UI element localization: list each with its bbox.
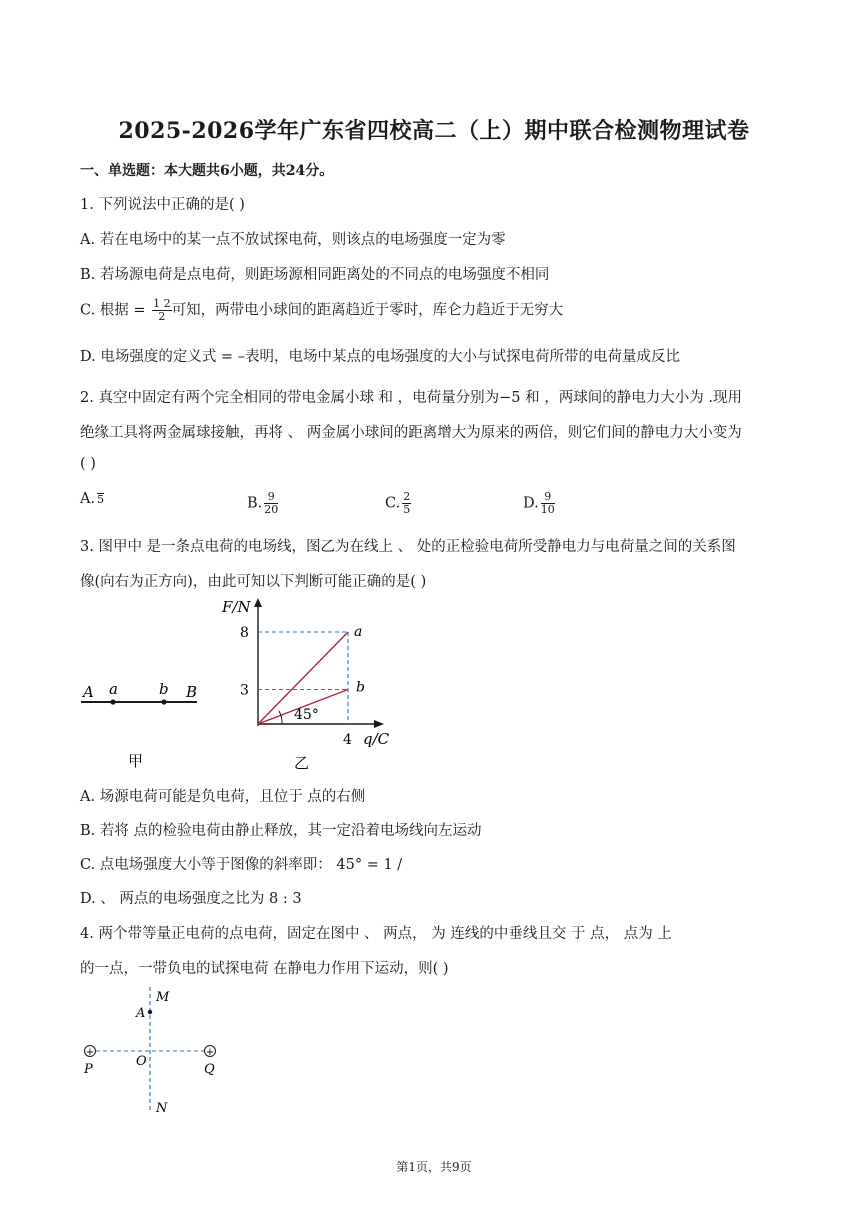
x-axis-label: q/C (363, 730, 390, 748)
x-tick-label-4: 4 (343, 732, 352, 748)
label-P: P (84, 1062, 93, 1077)
label-O: O (136, 1054, 147, 1069)
fraction-numerator: 2 (403, 490, 411, 503)
q3-option-d: D. 、 两点的电场强度之比为 8 : 3 (80, 891, 302, 907)
q2-option-b-fraction (264, 491, 278, 516)
q3-option-b: B. 若将 点的检验电荷由静止释放，其一定沿着电场线向左运动 (80, 823, 482, 839)
q2-option-a-fraction (97, 493, 104, 506)
q3-figure-yi (222, 592, 402, 774)
q2-option-c (385, 491, 411, 516)
charge-P-sign: + (85, 1047, 95, 1058)
fraction-denominator: 2 (158, 310, 166, 323)
fraction-denominator: 5 (403, 503, 411, 516)
q3-figure-jia (76, 672, 206, 772)
page-title: 2025-2026学年广东省四校高二（上）期中联合检测物理试卷 (118, 118, 750, 144)
option-label: A. (80, 491, 96, 507)
q1-option-c (80, 298, 563, 323)
label-B: B (186, 683, 198, 701)
q4-figure (78, 985, 238, 1120)
q2-option-d (523, 491, 555, 516)
series-a-label: a (354, 624, 363, 640)
fraction-denominator: 20 (264, 503, 279, 516)
fraction-denominator: 10 (540, 503, 555, 516)
q2-option-a (80, 491, 104, 507)
y-axis-label: F/N (222, 598, 251, 616)
q1-option-c-post: 可知，两带电小球间的距离趋近于零时，库仑力趋近于无穷大 (171, 302, 564, 319)
option-label: B. (247, 495, 263, 512)
page-footer: 第1页，共9页 (396, 1160, 472, 1174)
q1-option-a: A. 若在电场中的某一点不放试探电荷，则该点的电场强度一定为零 (80, 232, 506, 248)
q2-stem-line2: 绝缘工具将两金属球接触，再将 、 两金属小球间的距离增大为原来的两倍，则它们间的静电力大小变为 (80, 425, 742, 441)
y-tick-label-8: 8 (240, 625, 249, 641)
label-Q: Q (204, 1062, 215, 1077)
q3-stem-line2: 像(向右为正方向)，由此可知以下判断可能正确的是( ) (80, 574, 427, 590)
x-axis-arrow (374, 720, 384, 728)
y-tick-label-3: 3 (240, 682, 249, 699)
fraction-numerator: 9 (541, 491, 555, 504)
label-b: b (159, 680, 169, 698)
label-N: N (156, 1101, 168, 1116)
caption-yi: 乙 (294, 754, 310, 772)
q1-option-c-pre: C. 根据 = (80, 302, 151, 319)
q4-stem-line2: 的一点，一带负电的试探电荷 在静电力作用下运动，则( ) (80, 961, 449, 977)
label-A: A (136, 1006, 146, 1021)
q2-option-b (247, 491, 278, 516)
y-axis-arrow (254, 598, 262, 607)
label-M: M (156, 990, 170, 1005)
q2-option-d-fraction (541, 491, 555, 516)
option-label: C. (385, 495, 401, 512)
point-A (148, 1010, 152, 1014)
fraction-numerator: 9 (264, 491, 278, 504)
q3-stem-line1: 3. 图甲中 是一条点电荷的电场线，图乙为在线上 、 处的正检验电荷所受静电力与电荷量之间的关系图 (80, 539, 736, 555)
label-a: a (109, 680, 118, 698)
label-A: A (83, 683, 94, 701)
charge-Q-sign: + (205, 1047, 215, 1058)
series-b-label: b (356, 679, 365, 696)
q2-stem-line1: 2. 真空中固定有两个完全相同的带电金属小球 和 ，电荷量分别为−5 和 ，两球间的静电力大小为 .现用 (80, 390, 742, 406)
fraction-numerator: 1 2 (153, 297, 171, 310)
section-heading: 一、单选题：本大题共6小题，共24分。 (80, 163, 334, 179)
q1-option-c-fraction (152, 298, 172, 323)
angle-label: 45° (294, 707, 319, 723)
q3-option-a: A. 场源电荷可能是负电荷，且位于 点的右侧 (80, 789, 366, 805)
q1-option-b: B. 若场源电荷是点电荷，则距场源相同距离处的不同点的电场强度不相同 (80, 267, 550, 283)
q2-option-c-fraction (402, 491, 411, 516)
point-b (161, 699, 166, 704)
fraction-denominator: 5 (97, 492, 105, 506)
caption-jia: 甲 (128, 752, 144, 770)
q3-option-c: C. 点电场强度大小等于图像的斜率即： 45° = 1 / (80, 857, 403, 873)
q1-option-d: D. 电场强度的定义式 = –表明，电场中某点的电场强度的大小与试探电荷所带的电荷量成反比 (80, 349, 680, 365)
q2-stem-line3: ( ) (80, 456, 96, 472)
q1-stem: 1. 下列说法中正确的是( ) (80, 197, 245, 213)
option-label: D. (523, 495, 539, 512)
point-a (110, 699, 115, 704)
angle-arc (279, 711, 282, 724)
q4-stem-line1: 4. 两个带等量正电荷的点电荷，固定在图中 、 两点， 为 连线的中垂线且交 于 点， 点为 上 (80, 926, 672, 942)
